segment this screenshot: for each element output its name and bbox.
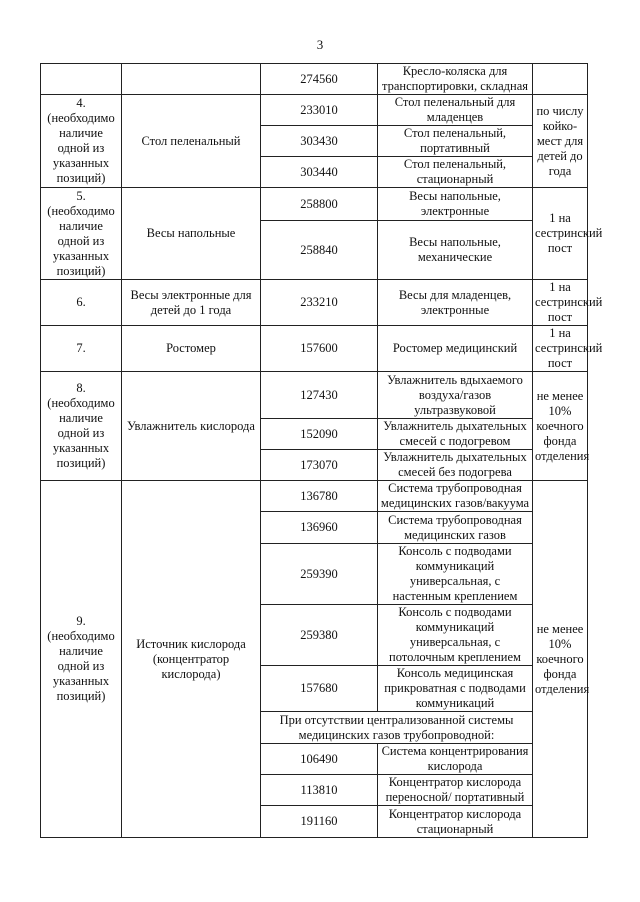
description-cell: Консоль с подводами коммуникаций универсальная, с потолочным креплением [378, 605, 533, 666]
description-cell: Стол пеленальный, стационарный [378, 157, 533, 188]
description-cell: Система трубопроводная медицинских газов/вакуума [378, 481, 533, 512]
code-cell: 113810 [261, 775, 378, 806]
name-cell: Источник кислорода (концентратор кислорода) [122, 481, 261, 838]
code-cell: 233010 [261, 95, 378, 126]
table-row [41, 280, 588, 326]
quantity-cell: 1 на сестринский пост [533, 280, 588, 326]
number-cell: 9. (необходимо наличие одной из указанных позиций) [41, 481, 122, 838]
description-cell: Система концентрирования кислорода [378, 744, 533, 775]
code-cell: 258800 [261, 188, 378, 221]
code-cell: 233210 [261, 280, 378, 326]
code-cell: 106490 [261, 744, 378, 775]
description-cell: Концентратор кислорода стационарный [378, 806, 533, 838]
name-cell [122, 64, 261, 95]
code-cell: 157600 [261, 326, 378, 372]
code-cell: 152090 [261, 419, 378, 450]
code-cell: 259390 [261, 544, 378, 605]
quantity-cell [533, 64, 588, 95]
description-cell: Кресло-коляска для транспортировки, складная [378, 64, 533, 95]
code-cell: 303440 [261, 157, 378, 188]
number-cell [41, 64, 122, 95]
name-cell: Весы напольные [122, 188, 261, 280]
equipment-table [40, 63, 603, 838]
number-cell: 8. (необходимо наличие одной из указанных позиций) [41, 372, 122, 481]
description-cell: Консоль с подводами коммуникаций универсальная, с настенным креплением [378, 544, 533, 605]
table-row [41, 64, 588, 95]
number-cell: 5. (необходимо наличие одной из указанных позиций) [41, 188, 122, 280]
code-cell: 259380 [261, 605, 378, 666]
code-cell: 191160 [261, 806, 378, 838]
table-row [41, 481, 588, 512]
name-cell: Ростомер [122, 326, 261, 372]
code-cell: 258840 [261, 221, 378, 280]
name-cell: Весы электронные для детей до 1 года [122, 280, 261, 326]
quantity-cell: 1 на сестринский пост [533, 326, 588, 372]
name-cell: Стол пеленальный [122, 95, 261, 188]
description-cell: Концентратор кислорода переносной/ портативный [378, 775, 533, 806]
code-cell: 274560 [261, 64, 378, 95]
quantity-cell: не менее 10% коечного фонда отделения [533, 372, 588, 481]
code-cell: 136780 [261, 481, 378, 512]
number-cell: 4. (необходимо наличие одной из указанных позиций) [41, 95, 122, 188]
table-row [41, 326, 588, 372]
description-cell: Консоль медицинская прикроватная с подводами коммуникаций [378, 666, 533, 712]
code-cell: 136960 [261, 512, 378, 544]
code-cell: 173070 [261, 450, 378, 481]
quantity-cell: 1 на сестринский пост [533, 188, 588, 280]
description-cell: Система трубопроводная медицинских газов [378, 512, 533, 544]
quantity-cell: не менее 10% коечного фонда отделения [533, 481, 588, 838]
description-cell: Стол пеленальный, портативный [378, 126, 533, 157]
number-cell: 6. [41, 280, 122, 326]
description-cell: Увлажнитель дыхательных смесей без подогрева [378, 450, 533, 481]
description-cell: Стол пеленальный для младенцев [378, 95, 533, 126]
table-row [41, 372, 588, 419]
code-cell: 157680 [261, 666, 378, 712]
subheading-cell: При отсутствии централизованной системы медицинских газов трубопроводной: [261, 712, 533, 744]
description-cell: Увлажнитель дыхательных смесей с подогревом [378, 419, 533, 450]
description-cell: Весы напольные, электронные [378, 188, 533, 221]
description-cell: Увлажнитель вдыхаемого воздуха/газов ультразвуковой [378, 372, 533, 419]
number-cell: 7. [41, 326, 122, 372]
description-cell: Весы для младенцев, электронные [378, 280, 533, 326]
description-cell: Весы напольные, механические [378, 221, 533, 280]
description-cell: Ростомер медицинский [378, 326, 533, 372]
quantity-cell: по числу койко-мест для детей до года [533, 95, 588, 188]
table-row [41, 95, 588, 126]
table-row [41, 188, 588, 221]
code-cell: 303430 [261, 126, 378, 157]
code-cell: 127430 [261, 372, 378, 419]
page-number: 3 [316, 37, 324, 52]
name-cell: Увлажнитель кислорода [122, 372, 261, 481]
